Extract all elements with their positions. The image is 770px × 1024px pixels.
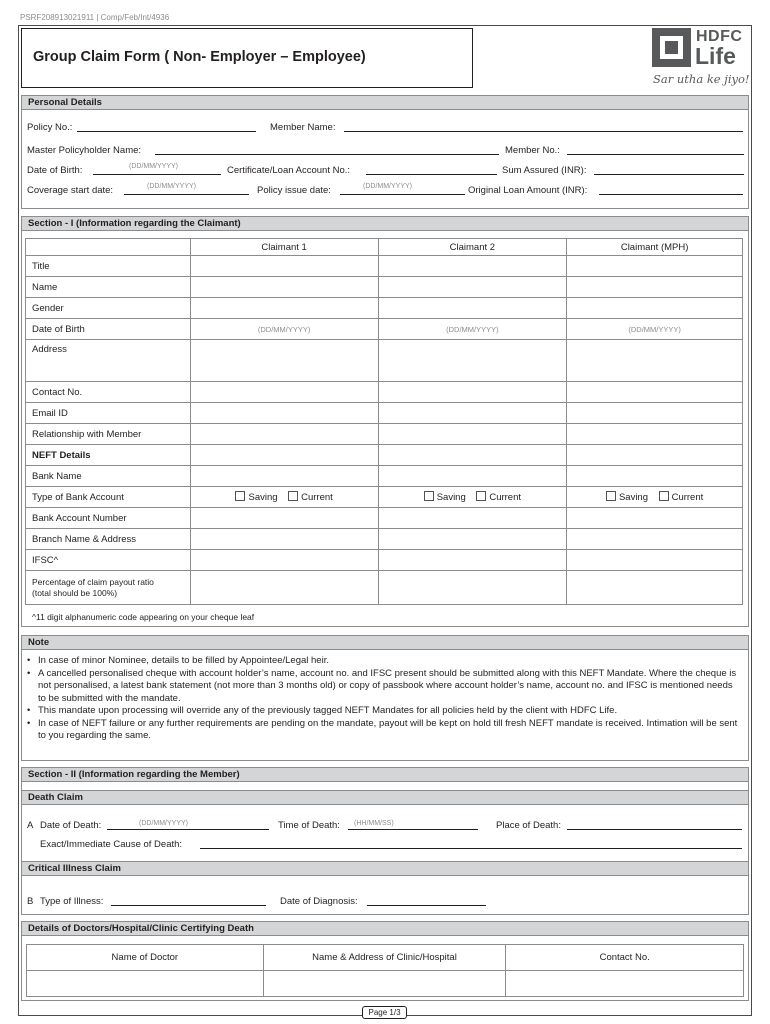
name-c2[interactable] [378, 277, 567, 298]
ifsc-c1[interactable] [190, 550, 378, 571]
bank-name-c1[interactable] [190, 466, 378, 487]
ifsc-c2[interactable] [378, 550, 567, 571]
dob-mph[interactable] [567, 319, 743, 340]
row-account-number-label: Bank Account Number [26, 508, 191, 529]
row-ifsc-label: IFSC^ [26, 550, 191, 571]
logo-text-top: HDFC [696, 28, 743, 45]
row-name-label: Name [26, 277, 191, 298]
name-c1[interactable] [190, 277, 378, 298]
ifsc-footnote: ^11 digit alphanumeric code appearing on your cheque leaf [32, 612, 255, 622]
address-c2[interactable] [378, 340, 567, 382]
cause-of-death-label: Exact/Immediate Cause of Death: [40, 839, 183, 850]
branch-mph[interactable] [567, 529, 743, 550]
certificate-label: Certificate/Loan Account No.: [227, 165, 351, 176]
contact-mph[interactable] [567, 382, 743, 403]
coverage-start-label: Coverage start date: [27, 185, 114, 196]
row-contact-label: Contact No. [26, 382, 191, 403]
original-loan-field[interactable] [599, 194, 743, 195]
form-title-box [21, 28, 473, 88]
table-row [26, 298, 743, 319]
col-clinic-address: Name & Address of Clinic/Hospital [263, 945, 506, 971]
master-policyholder-field[interactable] [155, 154, 499, 155]
row-neft-label: NEFT Details [26, 445, 191, 466]
dob-placeholder: (DD/MM/YYYY) [129, 163, 178, 170]
gender-c2[interactable] [378, 298, 567, 319]
doctor-name-field[interactable] [27, 971, 264, 997]
date-of-death-placeholder: (DD/MM/YYYY) [139, 820, 188, 827]
table-row [26, 466, 743, 487]
note-heading: Note [21, 635, 749, 650]
saving-checkbox-c1[interactable] [235, 491, 245, 501]
time-of-death-field[interactable] [348, 829, 478, 830]
neft-c1 [190, 445, 378, 466]
table-row [26, 487, 743, 508]
payout-c1[interactable] [190, 571, 378, 605]
date-of-death-label: Date of Death: [40, 820, 102, 831]
branch-c1[interactable] [190, 529, 378, 550]
payout-mph[interactable] [567, 571, 743, 605]
row-relationship-label: Relationship with Member [26, 424, 191, 445]
policy-no-label: Policy No.: [27, 122, 73, 133]
table-row [26, 424, 743, 445]
account-number-c2[interactable] [378, 508, 567, 529]
note-item-2: • A cancelled personalised cheque with account holder’s name, account no. and IFSC present should be submitted along with this NEFT Mandate. Where the cheque is not personalised, a latest bank statement (not more than 3 months old) or copy of passbook where account holder’s name, account no. and IFSC is mentioned needs to be submitted with the mandate. [27, 668, 743, 706]
current-checkbox-c2[interactable] [476, 491, 486, 501]
clinic-address-field[interactable] [263, 971, 506, 997]
doctors-header-row [27, 945, 744, 971]
form-title: Group Claim Form ( Non- Employer – Employee) [33, 49, 366, 65]
note-item-4: • In case of NEFT failure or any further requirements are pending on the mandate, payout will be kept on hold till fresh NEFT mandate is received. Intimation will be sent to you regarding the same. [27, 718, 743, 743]
doctor-contact-field[interactable] [506, 971, 744, 997]
critical-illness-letter: B [27, 896, 34, 907]
dob-c2[interactable] [378, 319, 567, 340]
col-contact-no: Contact No. [506, 945, 744, 971]
row-email-label: Email ID [26, 403, 191, 424]
coverage-start-field[interactable] [124, 194, 249, 195]
email-c2[interactable] [378, 403, 567, 424]
master-policyholder-label: Master Policyholder Name: [27, 145, 142, 156]
note-item-1: • In case of minor Nominee, details to be filled by Appointee/Legal heir. [27, 655, 743, 668]
sum-assured-field[interactable] [594, 174, 744, 175]
place-of-death-field[interactable] [567, 829, 742, 830]
table-row [26, 340, 743, 382]
hdfc-life-logo [652, 28, 752, 88]
dob-c1[interactable] [190, 319, 378, 340]
ifsc-mph[interactable] [567, 550, 743, 571]
row-dob-label: Date of Birth [26, 319, 191, 340]
date-of-death-field[interactable] [107, 829, 269, 830]
row-gender-label: Gender [26, 298, 191, 319]
policy-issue-placeholder: (DD/MM/YYYY) [363, 183, 412, 190]
saving-label-c2: Saving [436, 492, 466, 503]
row-payout-label [26, 571, 191, 605]
note-item-3: • This mandate upon processing will override any of the previously tagged NEFT Mandates for all policies held by the client with HDFC Life. [27, 705, 743, 718]
col-doctor-name: Name of Doctor [27, 945, 264, 971]
row-account-type-label: Type of Bank Account [26, 487, 191, 508]
account-number-mph[interactable] [567, 508, 743, 529]
relationship-c1[interactable] [190, 424, 378, 445]
logo-text-bottom: Life [695, 43, 736, 69]
member-name-field[interactable] [344, 131, 743, 132]
policy-no-field[interactable] [77, 131, 256, 132]
personal-details-heading: Personal Details [21, 95, 749, 110]
policy-issue-field[interactable] [340, 194, 465, 195]
branch-c2[interactable] [378, 529, 567, 550]
logo-tagline: Sar utha ke jiyo! [653, 72, 750, 86]
contact-c1[interactable] [190, 382, 378, 403]
account-type-c1 [190, 487, 378, 508]
table-header-blank [26, 239, 191, 256]
section-1-heading: Section - I (Information regarding the Claimant) [21, 216, 749, 231]
contact-c2[interactable] [378, 382, 567, 403]
row-branch-label: Branch Name & Address [26, 529, 191, 550]
table-row [26, 319, 743, 340]
doctors-heading: Details of Doctors/Hospital/Clinic Certifying Death [21, 921, 749, 936]
type-of-illness-label: Type of Illness: [40, 896, 104, 907]
table-row [27, 971, 744, 997]
row-bank-name-label: Bank Name [26, 466, 191, 487]
table-row [26, 403, 743, 424]
address-mph[interactable] [567, 340, 743, 382]
date-of-diagnosis-field[interactable] [367, 905, 486, 906]
gender-c1[interactable] [190, 298, 378, 319]
current-checkbox-c1[interactable] [288, 491, 298, 501]
time-of-death-placeholder: (HH/MM/SS) [354, 820, 394, 827]
table-row [26, 445, 743, 466]
title-c1[interactable] [190, 256, 378, 277]
section-2-heading: Section - II (Information regarding the Member) [21, 767, 749, 782]
row-address-label: Address [26, 340, 191, 382]
current-label-c1: Current [301, 492, 333, 503]
payout-label-line-1: Percentage of claim payout ratio [32, 576, 154, 587]
form-reference-code: PSRF208913021911 | Comp/Feb/Int/4936 [20, 13, 170, 22]
doctors-table [26, 944, 744, 997]
dob-field[interactable] [93, 174, 221, 175]
note-list [27, 655, 743, 743]
logo-mark-icon [652, 28, 691, 67]
name-mph[interactable] [567, 277, 743, 298]
date-of-diagnosis-label: Date of Diagnosis: [280, 896, 358, 907]
dob-mph-placeholder: (DD/MM/YYYY) [628, 324, 681, 334]
bank-name-mph[interactable] [567, 466, 743, 487]
account-type-c2 [378, 487, 567, 508]
email-c1[interactable] [190, 403, 378, 424]
bank-name-c2[interactable] [378, 466, 567, 487]
table-row [26, 382, 743, 403]
email-mph[interactable] [567, 403, 743, 424]
death-claim-heading: Death Claim [21, 790, 749, 805]
cause-of-death-field[interactable] [200, 848, 742, 849]
dob-c2-placeholder: (DD/MM/YYYY) [446, 324, 499, 334]
saving-checkbox-c2[interactable] [424, 491, 434, 501]
account-number-c1[interactable] [190, 508, 378, 529]
row-title-label: Title [26, 256, 191, 277]
account-type-mph [567, 487, 743, 508]
title-mph[interactable] [567, 256, 743, 277]
table-row [26, 256, 743, 277]
title-c2[interactable] [378, 256, 567, 277]
coverage-start-placeholder: (DD/MM/YYYY) [147, 183, 196, 190]
dob-c1-placeholder: (DD/MM/YYYY) [257, 324, 311, 334]
relationship-c2[interactable] [378, 424, 567, 445]
current-label-c2: Current [489, 492, 522, 503]
table-row [26, 508, 743, 529]
table-row [26, 529, 743, 550]
saving-label-c1: Saving [248, 492, 278, 503]
col-claimant-mph: Claimant (MPH) [567, 239, 743, 256]
neft-mph [567, 445, 743, 466]
policy-issue-label: Policy issue date: [257, 185, 331, 196]
claimant-table [25, 238, 743, 605]
saving-checkbox-mph[interactable] [606, 491, 616, 501]
payout-label-line-2: (total should be 100%) [32, 587, 118, 598]
table-row [26, 277, 743, 298]
member-no-field[interactable] [567, 154, 744, 155]
table-row [26, 550, 743, 571]
neft-c2 [378, 445, 567, 466]
member-no-label: Member No.: [505, 145, 560, 156]
member-name-label: Member Name: [270, 122, 336, 133]
table-row [26, 571, 743, 605]
page-number: Page 1/3 [362, 1006, 407, 1019]
sum-assured-label: Sum Assured (INR): [502, 165, 587, 176]
original-loan-label: Original Loan Amount (INR): [468, 185, 588, 196]
type-of-illness-field[interactable] [111, 905, 266, 906]
saving-label-mph: Saving [618, 492, 649, 503]
current-label-mph: Current [671, 492, 704, 503]
table-header-row [26, 239, 743, 256]
place-of-death-label: Place of Death: [496, 820, 561, 831]
relationship-mph[interactable] [567, 424, 743, 445]
payout-c2[interactable] [378, 571, 567, 605]
time-of-death-label: Time of Death: [278, 820, 340, 831]
gender-mph[interactable] [567, 298, 743, 319]
dob-label: Date of Birth: [27, 165, 83, 176]
current-checkbox-mph[interactable] [659, 491, 669, 501]
death-claim-letter: A [27, 820, 34, 831]
col-claimant-2: Claimant 2 [378, 239, 567, 256]
col-claimant-1: Claimant 1 [190, 239, 378, 256]
certificate-field[interactable] [366, 174, 497, 175]
critical-illness-heading: Critical Illness Claim [21, 861, 749, 876]
address-c1[interactable] [190, 340, 378, 382]
